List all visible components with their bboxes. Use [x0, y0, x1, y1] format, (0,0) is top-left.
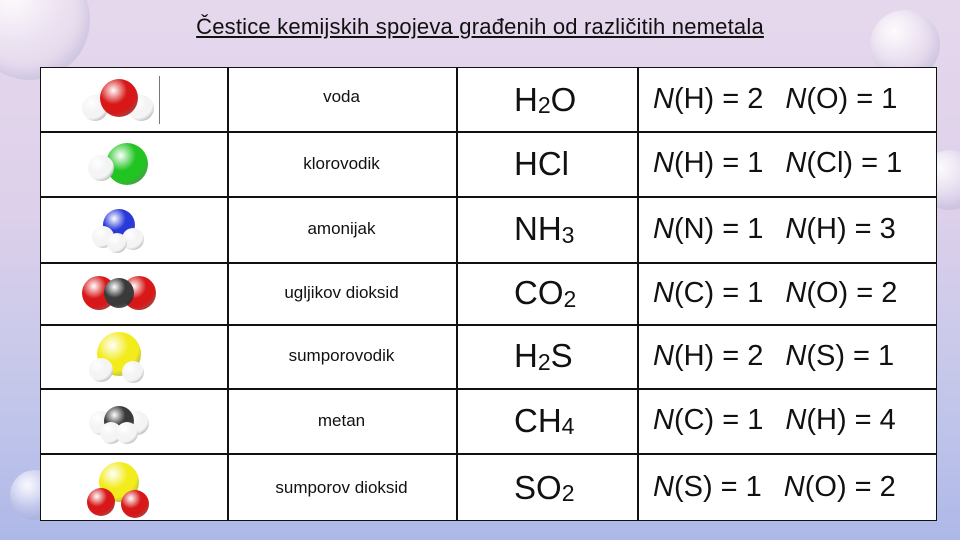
second-atom-count: [785, 147, 902, 180]
formula-element: NH: [514, 210, 562, 247]
count-value: (H) = 2: [673, 83, 764, 115]
count-symbol: N: [785, 83, 807, 115]
water-model-icon: [41, 68, 227, 131]
page-title: Čestice kemijskih spojeva građenih od različitih nemetala: [196, 14, 764, 39]
count-value: (H) = 3: [806, 212, 896, 245]
formula-element: H: [514, 80, 538, 118]
carbon-dioxide-model-icon: [41, 262, 227, 324]
count-value: (H) = 2: [673, 339, 764, 372]
second-atom-count: [785, 404, 895, 437]
compound-name: klorovodik: [303, 153, 380, 173]
count-symbol: N: [653, 83, 674, 115]
count-value: (Cl) = 1: [806, 147, 903, 179]
count-symbol: N: [785, 212, 807, 245]
chemical-formula: [456, 131, 637, 196]
count-symbol: N: [653, 212, 674, 245]
second-atom-count: [785, 340, 894, 373]
atom-sphere: [116, 422, 138, 444]
atom-sphere: [88, 155, 114, 181]
first-atom-count: [653, 147, 763, 180]
sulfur-dioxide-model-icon: [41, 453, 227, 522]
count-value: (H) = 1: [673, 147, 764, 179]
formula-element: H: [514, 337, 538, 374]
chemical-formula: [456, 388, 637, 453]
chemical-formula: [456, 324, 637, 388]
compound-name: ugljikov dioksid: [284, 283, 399, 302]
atom-sphere: [121, 490, 149, 518]
count-symbol: N: [783, 471, 805, 503]
second-atom-count: [785, 83, 897, 116]
count-value: (C) = 1: [673, 276, 764, 309]
atom-sphere: [89, 358, 113, 382]
atom-counts: [637, 262, 938, 324]
formula-element: CH: [514, 401, 562, 439]
compound-name: sumporovodik: [288, 346, 395, 365]
formula-element: SO: [514, 468, 562, 506]
formula-subscript: 2: [561, 480, 575, 506]
count-symbol: N: [653, 471, 674, 503]
atom-sphere: [87, 488, 115, 516]
count-symbol: N: [653, 339, 674, 372]
count-value: (S) = 1: [673, 471, 762, 503]
count-symbol: N: [785, 147, 807, 179]
first-atom-count: [653, 471, 762, 504]
compound-name: metan: [317, 410, 366, 430]
formula-element: CO: [514, 274, 564, 311]
count-value: (N) = 1: [673, 212, 764, 245]
chemical-formula: [456, 262, 637, 324]
chemical-formula: [456, 453, 637, 522]
formula-element: O: [550, 80, 577, 118]
first-atom-count: [653, 277, 763, 310]
count-symbol: N: [785, 276, 807, 309]
first-atom-count: [653, 213, 763, 246]
count-value: (O) = 2: [806, 276, 898, 309]
ammonia-model-icon: [41, 196, 227, 262]
atom-counts: [637, 131, 938, 196]
first-atom-count: [653, 83, 763, 116]
atom-sphere: [107, 233, 127, 253]
first-atom-count: [653, 404, 763, 437]
compound-name: voda: [323, 86, 360, 106]
formula-subscript: 4: [561, 413, 575, 439]
count-value: (O) = 1: [806, 83, 898, 115]
second-atom-count: [785, 213, 895, 246]
formula-subscript: 2: [537, 92, 551, 118]
count-value: (C) = 1: [673, 404, 764, 436]
formula-subscript: 3: [561, 221, 575, 248]
hydrogen-chloride-model-icon: [41, 131, 227, 196]
formula-element: HCl: [514, 144, 569, 182]
first-atom-count: [653, 340, 763, 373]
atom-sphere: [100, 79, 138, 117]
atom-counts: [637, 196, 938, 262]
second-atom-count: [784, 471, 896, 504]
atom-counts: [637, 68, 938, 131]
atom-sphere: [122, 361, 144, 383]
hydrogen-sulfide-model-icon: [41, 324, 227, 388]
count-value: (O) = 2: [804, 471, 896, 503]
atom-counts: [637, 453, 938, 522]
compound-name: sumporov dioksid: [275, 477, 408, 497]
compounds-table: [40, 67, 937, 521]
count-value: (S) = 1: [806, 339, 895, 372]
formula-element: S: [550, 337, 573, 374]
chemical-formula: [456, 68, 637, 131]
compound-name: amonijak: [307, 219, 376, 238]
count-symbol: N: [785, 404, 807, 436]
count-symbol: N: [785, 339, 807, 372]
count-symbol: N: [653, 404, 674, 436]
second-atom-count: [785, 277, 897, 310]
count-value: (H) = 4: [806, 404, 896, 436]
atom-counts: [637, 324, 938, 388]
formula-subscript: 2: [537, 348, 551, 375]
chemical-formula: [456, 196, 637, 262]
count-symbol: N: [653, 147, 674, 179]
atom-counts: [637, 388, 938, 453]
atom-sphere: [104, 278, 134, 308]
methane-model-icon: [41, 388, 227, 453]
count-symbol: N: [653, 276, 674, 309]
formula-subscript: 2: [563, 285, 577, 312]
